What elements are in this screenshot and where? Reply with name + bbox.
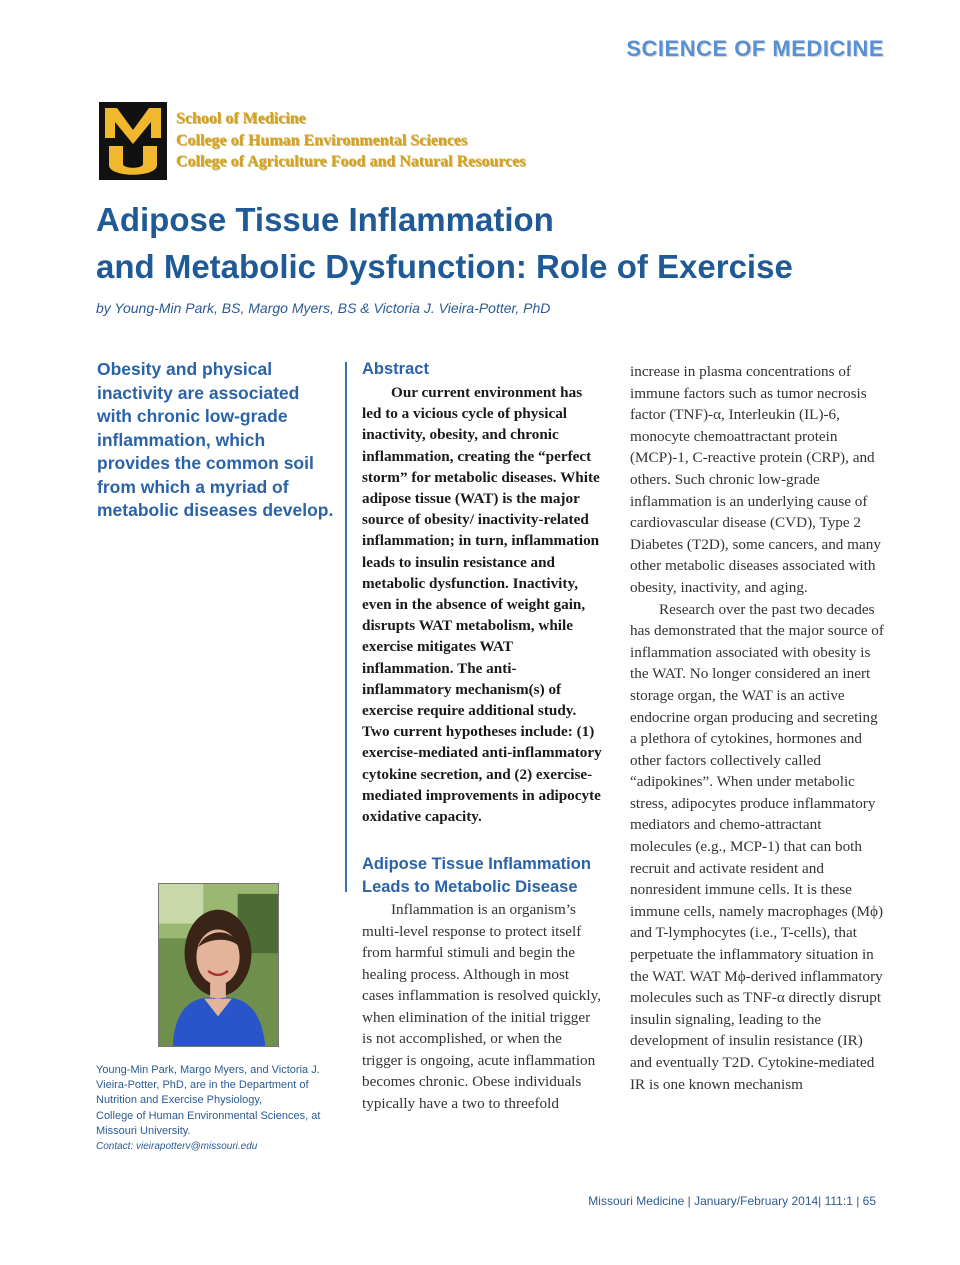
section-label: SCIENCE OF MEDICINE (626, 36, 884, 61)
article-title (96, 196, 793, 290)
right-paragraph-1: increase in plasma concentrations of immune factors such as tumor necrosis factor (TNF)-α, Interleukin (IL)-6, monocyte chemoattractant protein (MCP)-1, C-reactive protein (CRP), and others. Such chronic low-grade inflammation is an underlying cause of cardiovascular disease (CVD), Type 2 Diabetes (T2D), some cancers, and many other metabolic diseases associated with obesity, inactivity, and aging. (630, 363, 881, 596)
column-divider (345, 362, 347, 892)
byline: by Young-Min Park, BS, Margo Myers, BS & Victoria J. Vieira-Potter, PhD (96, 300, 551, 316)
right-column (630, 361, 886, 1095)
section2-paragraph: Inflammation is an organism’s multi-level response to protect itself from harmful stimuli and begin the healing process. Although in most cases inflammation is resolved quickly, when elimination of the initial trigger is not accomplished, or when the trigger is ongoing, acute inflammation becomes chronic. Obese individuals typically have a two to threefold (362, 901, 602, 1112)
page-footer: Missouri Medicine | January/February 2014| 111:1 | 65 (588, 1194, 876, 1208)
bio-line2: College of Human Environmental Sciences, at Missouri University. (96, 1109, 321, 1137)
school-agriculture: College of Agriculture Food and Natural Resources (176, 153, 526, 170)
right-paragraph-2: Research over the past two decades has demonstrated that the major source of inflammation associated with obesity is the WAT. No longer considered an inert storage organ, the WAT is an active endocrine organ producing and secreting a plethora of cytokines, hormones and other factors collectively called “adipokines”. When under metabolic stress, adipocytes produce inflammatory mediators and chemo-attractant molecules (e.g., MCP-1) that can both recruit and activate resident and nonresident immune cells. It is these immune cells, namely macrophages (Mϕ) and T-lymphocytes (i.e., T-cells), that perpetuate the inflammatory situation in the WAT. WAT Mϕ-derived inflammatory molecules such as TNF-α directly disrupt insulin signaling, leading to the development of insulin resistance (IR) and eventually T2D. Cytokine-mediated IR is one known mechanism (630, 600, 884, 1093)
abstract-text: Our current environment has led to a vicious cycle of physical inactivity, obesity, and chronic inflammation, creating the “perfect storm” for metabolic diseases. White adipose tissue (WAT) is the major source of obesity/ inactivity-related inflammation; in turn, inflammation leads to insulin resistance and metabolic dysfunction. Inactivity, even in the absence of weight gain, disrupts WAT metabolism, while exercise mitigates WAT inflammation. The anti-inflammatory mechanism(s) of exercise require additional study. Two current hypotheses include: (1) exercise-mediated anti-inflammatory cytokine secretion, and (2) exercise-mediated improvements in adipocyte oxidative capacity. (362, 384, 602, 826)
school-medicine: School of Medicine (176, 110, 306, 127)
section2-heading: Adipose Tissue Inflammation Leads to Metabolic Disease (362, 855, 591, 897)
middle-column (362, 358, 604, 1114)
author-photo (158, 883, 279, 1047)
bio-line1: Young-Min Park, Margo Myers, and Victoria J. Vieira-Potter, PhD, are in the Department of Nutrition and Exercise Physiology, (96, 1064, 320, 1107)
article-title-line1: Adipose Tissue Inflammation (96, 201, 554, 238)
article-title-line2: and Metabolic Dysfunction: Role of Exercise (96, 248, 793, 285)
author-bio (96, 1063, 341, 1154)
abstract-heading: Abstract (362, 360, 429, 378)
pull-quote: Obesity and physical inactivity are associated with chronic low-grade inflammation, which provides the common soil from which a myriad of metabolic diseases develop. (97, 359, 334, 520)
mu-logo-icon (99, 102, 167, 180)
school-list (176, 108, 526, 173)
bio-contact: Contact: vieirapotterv@missouri.edu (96, 1141, 258, 1153)
school-human-environmental: College of Human Environmental Sciences (176, 131, 468, 149)
